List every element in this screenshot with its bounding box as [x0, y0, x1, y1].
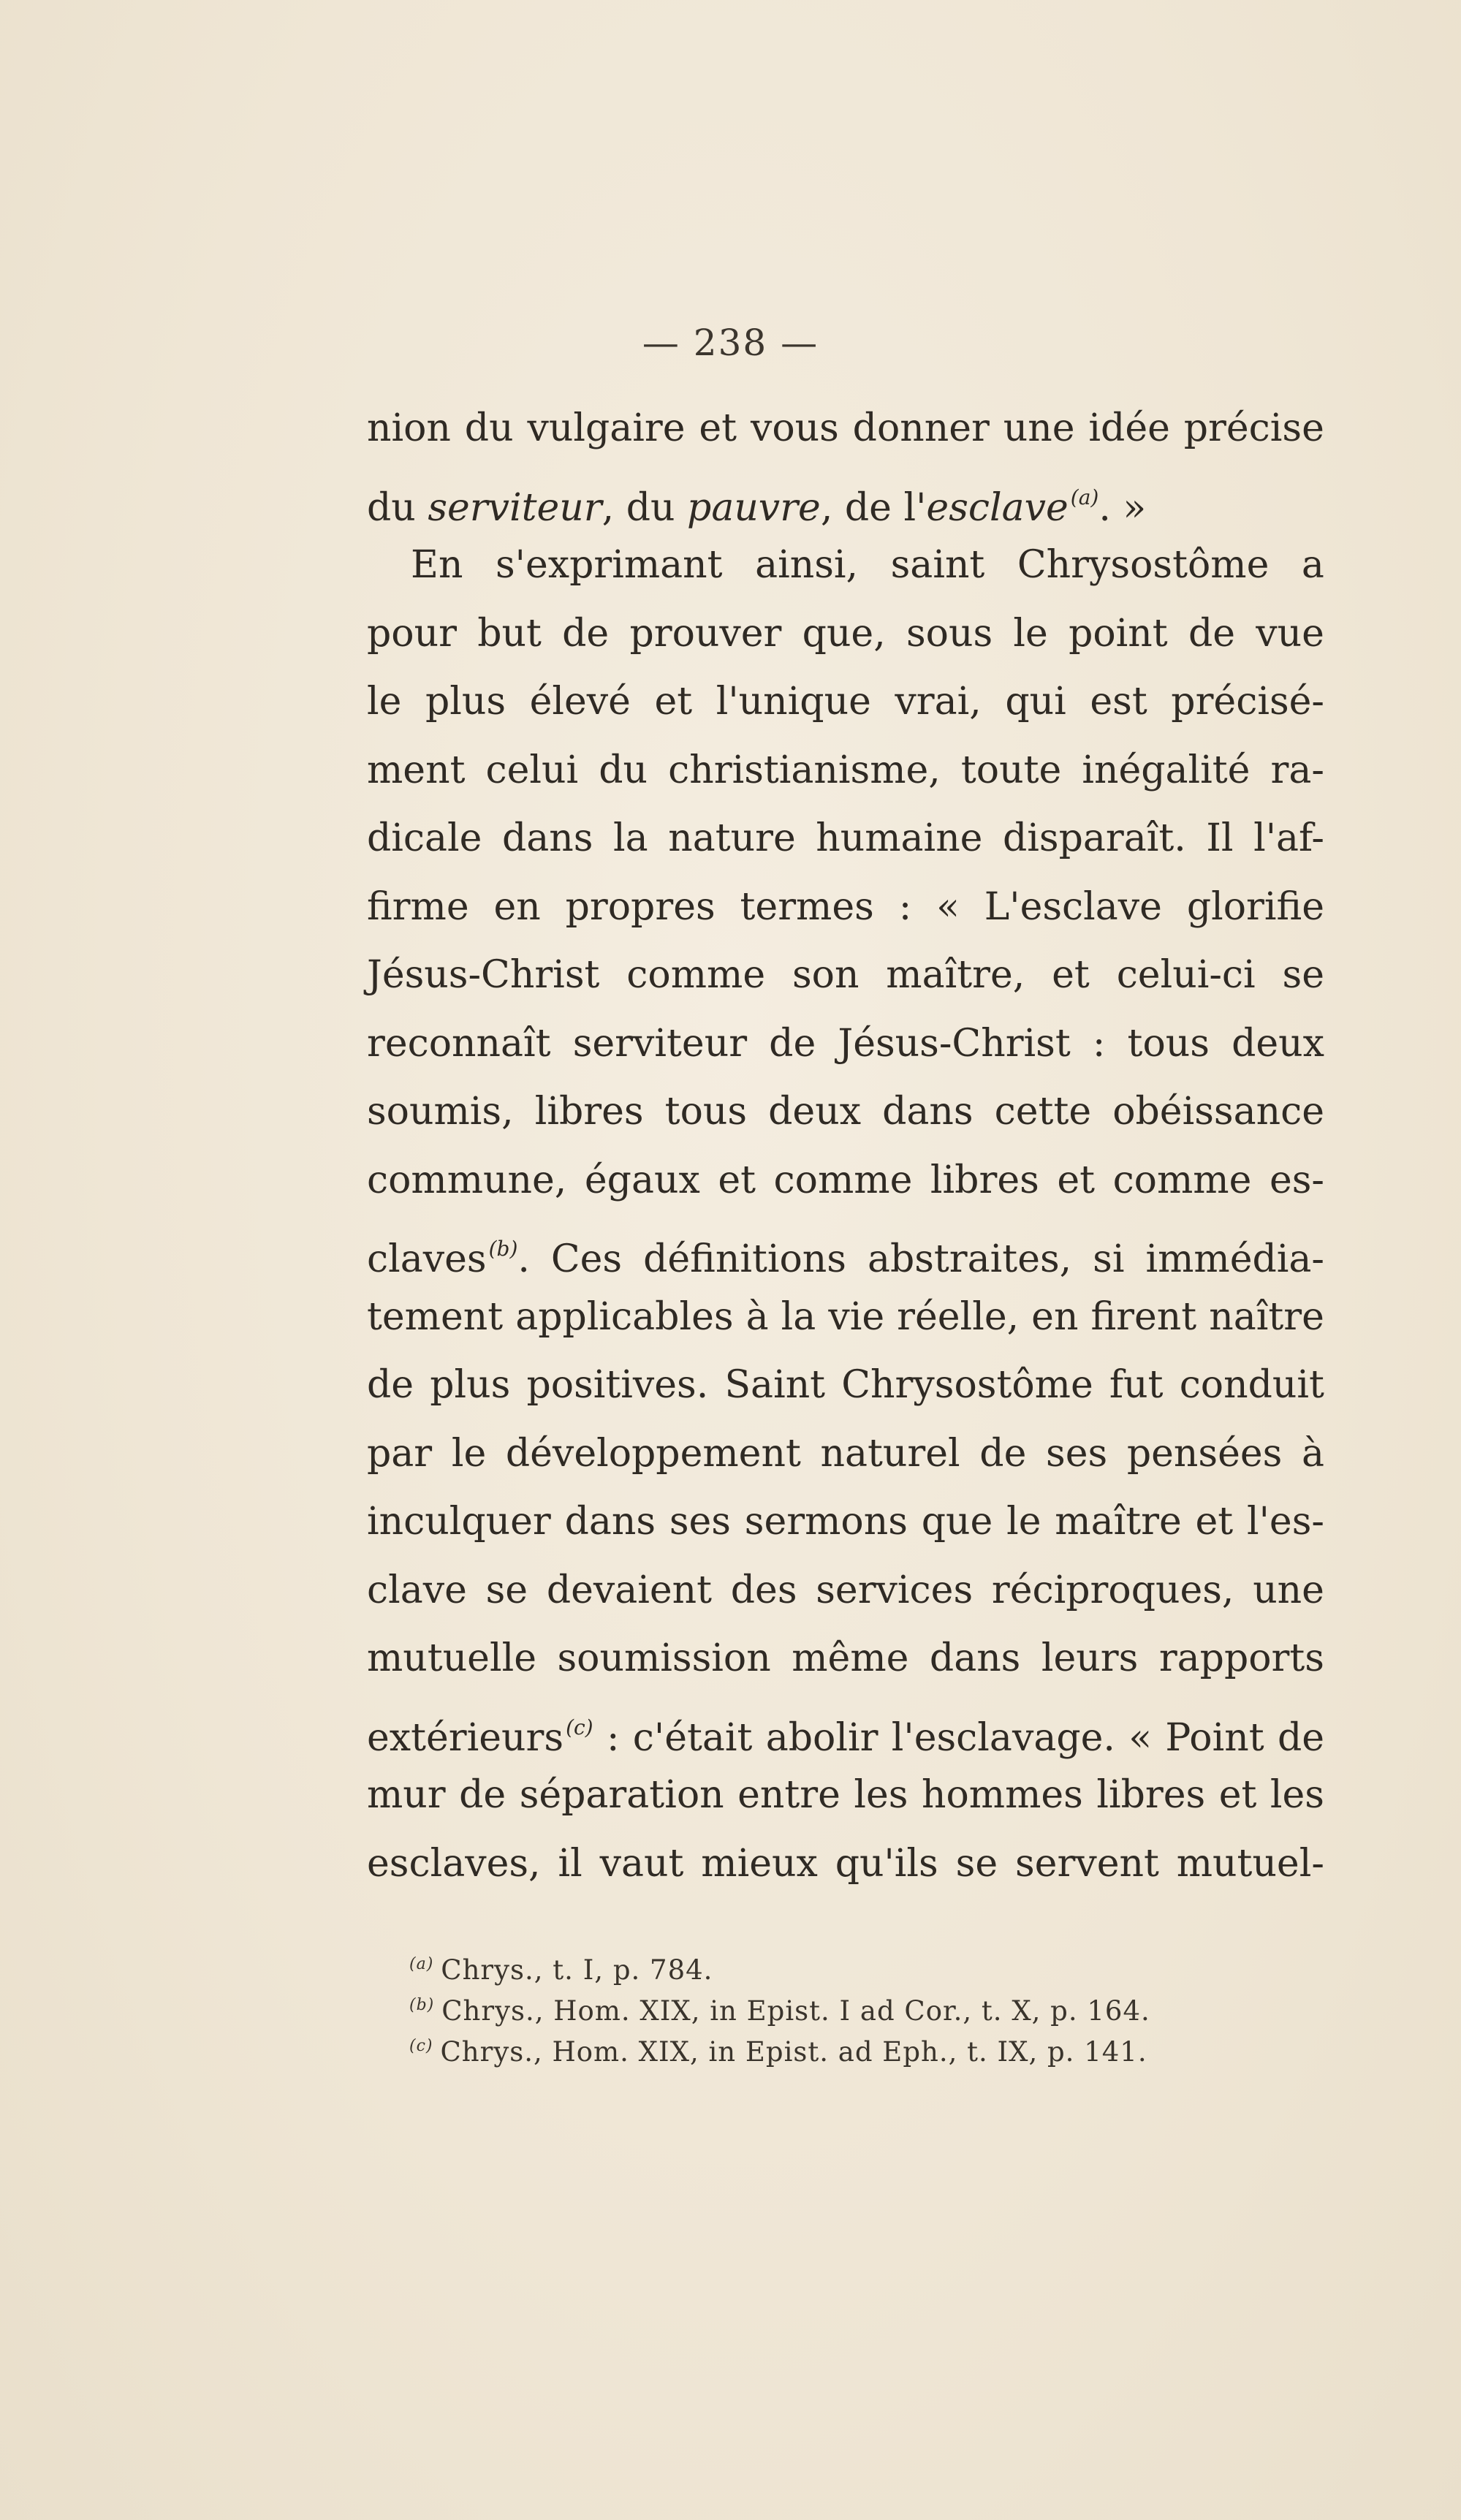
word: commune, [367, 1158, 567, 1202]
word: en [493, 884, 541, 929]
word: définitions [643, 1237, 846, 1281]
italic-term: serviteur [428, 485, 602, 530]
word: a [1301, 543, 1324, 587]
word: plus [430, 1363, 511, 1407]
word: développement [505, 1431, 801, 1476]
word: il [558, 1841, 582, 1886]
text-line [367, 1147, 1324, 1215]
word: inculquer [367, 1500, 551, 1544]
word: ainsi, [755, 543, 859, 587]
text-line [367, 1420, 1324, 1489]
footnote-reference: (c) [566, 1715, 593, 1739]
word: naître [1209, 1294, 1324, 1339]
word: « [1128, 1715, 1153, 1760]
footnote-reference: (b) [488, 1237, 518, 1261]
footnote-text: Chrys., Hom. XIX, in Epist. I ad Cor., t. X, p. 164. [441, 1995, 1150, 2027]
word: le [1013, 611, 1048, 656]
word: sermons [744, 1500, 908, 1544]
word: l'esclave $^{(a)}$. [903, 485, 1111, 530]
word: et [699, 406, 737, 450]
word: l'es- [1247, 1500, 1324, 1544]
italic-term: pauvre [687, 485, 821, 530]
footnote [409, 1985, 1286, 2026]
word: à [745, 1294, 769, 1339]
footnote-text: Chrys., t. I, p. 784. [441, 1954, 713, 1986]
word: humaine [816, 816, 983, 860]
word: mieux [701, 1841, 818, 1886]
word: pensées [1126, 1431, 1283, 1476]
word: : [1092, 1021, 1106, 1066]
footnote-text: Chrys., Hom. XIX, in Epist. ad Eph., t. IX, p. 141. [440, 2036, 1147, 2068]
footnote-mark: (a) [409, 1955, 434, 1973]
word: En [411, 543, 463, 587]
word: mur [367, 1773, 446, 1817]
word: positives. [526, 1363, 709, 1407]
word: fut [1109, 1363, 1164, 1407]
word: devaient [546, 1568, 713, 1612]
word: de [769, 1021, 816, 1066]
word: élevé [529, 680, 631, 724]
word: : [898, 884, 912, 929]
word: conduit [1179, 1363, 1324, 1407]
word: séparation [519, 1773, 724, 1817]
word: même [792, 1636, 909, 1680]
word: et [1052, 953, 1090, 997]
text-line [367, 600, 1324, 669]
word: et [1218, 1773, 1257, 1817]
word: firent [1090, 1294, 1197, 1339]
word: l'af- [1253, 816, 1324, 860]
word: vulgaire [527, 406, 686, 450]
word: dans [929, 1636, 1021, 1680]
word: une [1253, 1568, 1324, 1612]
word: du [367, 485, 416, 530]
word: « [936, 884, 960, 929]
word: clave [367, 1568, 467, 1612]
word: se [955, 1841, 998, 1886]
word: le [451, 1431, 487, 1476]
word: ses [669, 1500, 731, 1544]
word: termes [740, 884, 874, 929]
word: de [459, 1773, 506, 1817]
word: comme [1112, 1158, 1252, 1202]
word: du [626, 485, 675, 530]
word: de [979, 1431, 1027, 1476]
word: but [477, 611, 542, 656]
word: inégalité [1082, 748, 1251, 792]
word: c'était [632, 1715, 753, 1760]
word: se [485, 1568, 528, 1612]
footnote-mark: (c) [409, 2037, 433, 2055]
word: libres [1096, 1773, 1206, 1817]
word: esclaves, [367, 1841, 541, 1886]
word: dans [882, 1090, 974, 1134]
text-line [367, 941, 1324, 1010]
word: » [1123, 485, 1147, 530]
word: tous [664, 1090, 748, 1134]
word: égaux [584, 1158, 700, 1202]
text-line [367, 1488, 1324, 1557]
word: Saint [724, 1363, 826, 1407]
word: rapports [1158, 1636, 1324, 1680]
word: l'unique [716, 680, 871, 724]
word: abolir [765, 1715, 879, 1760]
word: réelle, [897, 1294, 1020, 1339]
word: es- [1269, 1158, 1324, 1202]
word: plus [425, 680, 506, 724]
text-line [367, 873, 1324, 942]
word: vie [828, 1294, 885, 1339]
text-line [367, 395, 1324, 463]
word: ra- [1270, 748, 1324, 792]
word: vaut [599, 1841, 684, 1886]
word: du [464, 406, 514, 450]
word: du [599, 748, 648, 792]
word: par [367, 1431, 433, 1476]
word: libres [534, 1090, 644, 1134]
text-line [367, 1693, 1324, 1762]
word: vous [750, 406, 839, 450]
word: servent [1015, 1841, 1159, 1886]
word: toute [960, 748, 1062, 792]
footnote [409, 1944, 1286, 1985]
word: Chrysostôme [841, 1363, 1093, 1407]
word: des [730, 1568, 797, 1612]
word: que, [802, 611, 886, 656]
word: Point [1165, 1715, 1264, 1760]
word: abstraites, [867, 1237, 1072, 1281]
word: libres [930, 1158, 1039, 1202]
word: deux [1232, 1021, 1324, 1066]
word: leurs [1041, 1636, 1139, 1680]
word: saint [890, 543, 985, 587]
word: de [562, 611, 610, 656]
word: son [792, 953, 859, 997]
word: mutuelle [367, 1636, 536, 1680]
word: nion [367, 406, 451, 450]
word: obéissance [1112, 1090, 1324, 1134]
word: donner [852, 406, 990, 450]
word: les [854, 1773, 908, 1817]
text-line [367, 805, 1324, 873]
word: idée [1088, 406, 1170, 450]
word: que [921, 1500, 993, 1544]
word: pour [367, 611, 457, 656]
word: maître, [886, 953, 1025, 997]
body-text [367, 395, 1324, 1898]
word: naturel [820, 1431, 960, 1476]
word: précise [1183, 406, 1324, 450]
word: nature [668, 816, 796, 860]
word: de [844, 485, 892, 530]
word: serviteur, [428, 485, 615, 530]
word: de [1188, 611, 1236, 656]
footnotes [409, 1944, 1286, 2067]
word: extérieurs $^{(c)}$ [367, 1715, 593, 1760]
word: de [1277, 1715, 1324, 1760]
italic-term: esclave [926, 485, 1069, 530]
word: l'esclavage. [891, 1715, 1115, 1760]
word: de [367, 1363, 414, 1407]
word: la [781, 1294, 816, 1339]
word: hommes [921, 1773, 1083, 1817]
word: claves $^{(b)}$. [367, 1237, 530, 1281]
text-line [367, 668, 1324, 737]
word: reconnaît [367, 1021, 551, 1066]
word: deux [768, 1090, 862, 1134]
word: est [1090, 680, 1147, 724]
word: réciproques, [991, 1568, 1234, 1612]
word: soumission [557, 1636, 771, 1680]
word: Il [1206, 816, 1234, 860]
word: s'exprimant [496, 543, 723, 587]
word: et [1057, 1158, 1096, 1202]
word: qui [1005, 680, 1066, 724]
page-number-header: — 238 — [642, 322, 819, 364]
word: tement [367, 1294, 504, 1339]
word: maître [1055, 1500, 1182, 1544]
word: mutuel- [1176, 1841, 1324, 1886]
text-line [367, 1557, 1324, 1625]
word: dans [564, 1500, 656, 1544]
word: comme [773, 1158, 913, 1202]
footnote-reference: (a) [1070, 485, 1099, 509]
word: et [718, 1158, 756, 1202]
word: glorifie [1186, 884, 1324, 929]
word: dans [502, 816, 593, 860]
word: vrai, [895, 680, 982, 724]
word: services [816, 1568, 974, 1612]
word: tous [1127, 1021, 1210, 1066]
word: à [1301, 1431, 1324, 1476]
word: Chrysostôme [1017, 543, 1270, 587]
word: point [1069, 611, 1168, 656]
word: celui-ci [1116, 953, 1256, 997]
word: et [1195, 1500, 1234, 1544]
word: celui [485, 748, 579, 792]
word: Jésus-Christ [367, 953, 600, 997]
word: en [1031, 1294, 1079, 1339]
word: prouver [629, 611, 782, 656]
word: vue [1256, 611, 1324, 656]
word: les [1270, 1773, 1324, 1817]
word: firme [367, 884, 469, 929]
word: comme [626, 953, 766, 997]
word: pauvre, [687, 485, 833, 530]
word: sous [906, 611, 993, 656]
word: le [367, 680, 402, 724]
word: si [1093, 1237, 1125, 1281]
word: immédia- [1145, 1237, 1324, 1281]
word: se [1282, 953, 1324, 997]
word: propres [565, 884, 716, 929]
word: Jésus-Christ [838, 1021, 1071, 1066]
word: précisé- [1171, 680, 1324, 724]
word: et [654, 680, 693, 724]
word: : [606, 1715, 620, 1760]
text-line [367, 1078, 1324, 1147]
word: entre [737, 1773, 840, 1817]
word: ment [367, 748, 466, 792]
word: disparaît. [1003, 816, 1186, 860]
word: christianisme, [668, 748, 941, 792]
word: soumis, [367, 1090, 514, 1134]
text-line [367, 531, 1324, 600]
word: applicables [515, 1294, 734, 1339]
text-line [367, 737, 1324, 805]
text-line [367, 1010, 1324, 1079]
word: une [1003, 406, 1075, 450]
word: la [613, 816, 648, 860]
footnote-mark: (b) [409, 1996, 435, 2014]
word: dicale [367, 816, 482, 860]
text-line [367, 463, 1324, 532]
text-line [367, 1351, 1324, 1420]
word: Ces [550, 1237, 623, 1281]
text-line [367, 1215, 1324, 1283]
word: le [1006, 1500, 1041, 1544]
word: cette [994, 1090, 1092, 1134]
word: qu'ils [835, 1841, 938, 1886]
word: ses [1046, 1431, 1108, 1476]
text-line [367, 1625, 1324, 1693]
word: serviteur [572, 1021, 748, 1066]
text-line [367, 1830, 1324, 1899]
footnote [409, 2026, 1286, 2067]
word: L'esclave [984, 884, 1162, 929]
